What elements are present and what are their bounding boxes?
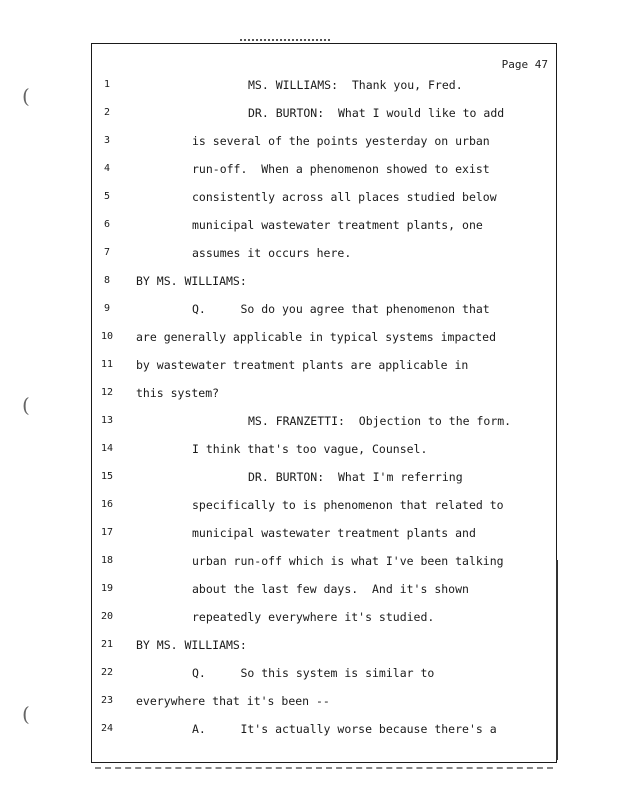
line-number: 6 bbox=[103, 219, 111, 230]
line-text: BY MS. WILLIAMS: bbox=[136, 638, 247, 652]
top-edge-mark bbox=[240, 39, 330, 41]
line-text: consistently across all places studied below bbox=[192, 190, 497, 204]
line-number: 23 bbox=[100, 695, 114, 706]
line-number: 1 bbox=[103, 79, 111, 90]
transcript-line bbox=[0, 215, 618, 235]
transcript-line bbox=[0, 439, 618, 459]
page-number: Page 47 bbox=[501, 58, 548, 71]
line-number: 10 bbox=[100, 331, 114, 342]
transcript-line bbox=[0, 719, 618, 739]
line-number: 18 bbox=[100, 555, 114, 566]
transcript-line bbox=[0, 383, 618, 403]
transcript-line bbox=[0, 579, 618, 599]
line-text: DR. BURTON: What I'm referring bbox=[248, 470, 463, 484]
transcript-frame bbox=[91, 43, 557, 763]
line-text: assumes it occurs here. bbox=[192, 246, 352, 260]
transcript-line bbox=[0, 467, 618, 487]
line-number: 2 bbox=[103, 107, 111, 118]
line-text: are generally applicable in typical systems impacted bbox=[136, 330, 497, 344]
line-number: 8 bbox=[103, 275, 111, 286]
transcript-line bbox=[0, 411, 618, 431]
transcript-line bbox=[0, 663, 618, 683]
punch-hole-mark: ( bbox=[22, 702, 30, 726]
line-text: is several of the points yesterday on urban bbox=[192, 134, 490, 148]
line-text: urban run-off which is what I've been talking bbox=[192, 554, 504, 568]
line-number: 12 bbox=[100, 387, 114, 398]
transcript-line bbox=[0, 355, 618, 375]
line-text: Q. So this system is similar to bbox=[192, 666, 435, 680]
transcript-line bbox=[0, 243, 618, 263]
line-text: specifically to is phenomenon that related to bbox=[192, 498, 504, 512]
transcript-line bbox=[0, 187, 618, 207]
transcript-line bbox=[0, 691, 618, 711]
line-text: this system? bbox=[136, 386, 220, 400]
transcript-line bbox=[0, 495, 618, 515]
line-text: everywhere that it's been -- bbox=[136, 694, 330, 708]
transcript-line bbox=[0, 159, 618, 179]
punch-hole-mark: ( bbox=[22, 393, 30, 417]
line-number: 3 bbox=[103, 135, 111, 146]
line-number: 21 bbox=[100, 639, 114, 650]
line-number: 9 bbox=[103, 303, 111, 314]
transcript-line bbox=[0, 607, 618, 627]
transcript-line bbox=[0, 75, 618, 95]
bottom-scan-noise bbox=[95, 767, 553, 769]
line-number: 22 bbox=[100, 667, 114, 678]
punch-hole-mark: ( bbox=[22, 84, 30, 108]
transcript-line bbox=[0, 271, 618, 291]
line-number: 20 bbox=[100, 611, 114, 622]
line-text: run-off. When a phenomenon showed to exist bbox=[192, 162, 490, 176]
line-text: repeatedly everywhere it's studied. bbox=[192, 610, 435, 624]
line-number: 19 bbox=[100, 583, 114, 594]
transcript-line bbox=[0, 327, 618, 347]
line-text: DR. BURTON: What I would like to add bbox=[248, 106, 505, 120]
line-number: 16 bbox=[100, 499, 114, 510]
line-text: about the last few days. And it's shown bbox=[192, 582, 469, 596]
line-text: A. It's actually worse because there's a bbox=[192, 722, 497, 736]
line-number: 11 bbox=[100, 359, 114, 370]
line-number: 5 bbox=[103, 191, 111, 202]
line-text: municipal wastewater treatment plants, one bbox=[192, 218, 483, 232]
line-number: 7 bbox=[103, 247, 111, 258]
transcript-line bbox=[0, 523, 618, 543]
line-number: 4 bbox=[103, 163, 111, 174]
line-number: 15 bbox=[100, 471, 114, 482]
line-number: 17 bbox=[100, 527, 114, 538]
line-text: MS. FRANZETTI: Objection to the form. bbox=[248, 414, 512, 428]
line-text: I think that's too vague, Counsel. bbox=[192, 442, 428, 456]
line-text: Q. So do you agree that phenomenon that bbox=[192, 302, 490, 316]
transcript-line bbox=[0, 131, 618, 151]
transcript-line bbox=[0, 299, 618, 319]
transcript-line bbox=[0, 635, 618, 655]
line-number: 24 bbox=[100, 723, 114, 734]
transcript-line bbox=[0, 103, 618, 123]
line-text: municipal wastewater treatment plants and bbox=[192, 526, 476, 540]
line-text: MS. WILLIAMS: Thank you, Fred. bbox=[248, 78, 463, 92]
line-number: 14 bbox=[100, 443, 114, 454]
line-text: BY MS. WILLIAMS: bbox=[136, 274, 247, 288]
line-number: 13 bbox=[100, 415, 114, 426]
line-text: by wastewater treatment plants are applicable in bbox=[136, 358, 469, 372]
transcript-line bbox=[0, 551, 618, 571]
